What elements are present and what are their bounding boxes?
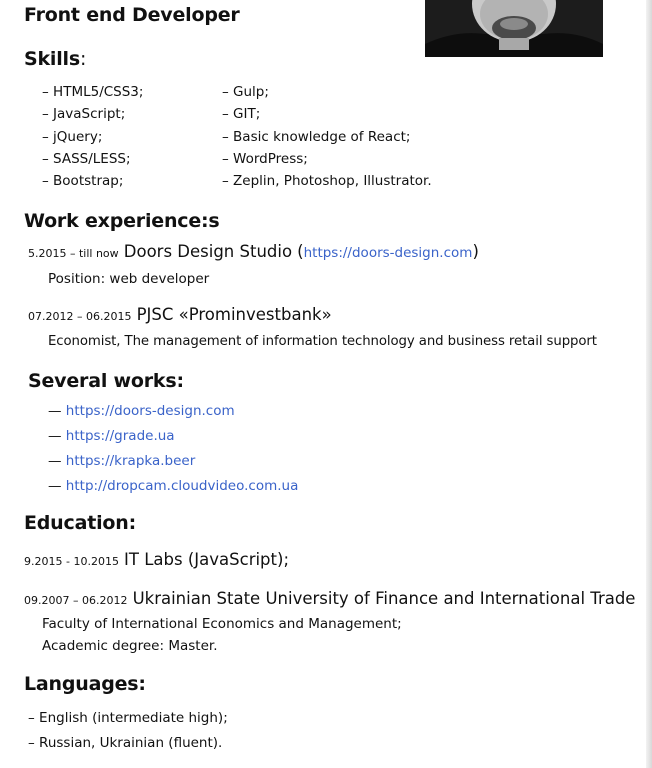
skills-column-1 <box>42 81 143 192</box>
skill-item: – SASS/LESS; <box>42 150 131 167</box>
education-2 <box>24 589 635 608</box>
list-dash: — <box>48 428 62 444</box>
job-date: 5.2015 – till now <box>28 247 119 260</box>
page-edge-shadow <box>646 0 652 768</box>
list-dash: — <box>48 403 62 419</box>
education-date: 9.2015 - 10.2015 <box>24 555 119 568</box>
work-list-item <box>48 449 298 474</box>
job-1-position: Position: web developer <box>48 271 210 287</box>
skill-item: – Gulp; <box>222 84 269 100</box>
list-dash: — <box>48 478 62 494</box>
job-company: Doors Design Studio <box>123 242 293 261</box>
portfolio-link[interactable]: https://grade.ua <box>65 428 175 444</box>
job-link-close-paren: ) <box>472 242 479 261</box>
skill-item: – jQuery; <box>42 128 103 145</box>
work-list-item <box>48 399 298 424</box>
company-website-link[interactable]: https://doors-design.com <box>303 245 473 261</box>
languages-list <box>28 706 228 756</box>
skills-heading-text: Skills <box>24 48 80 70</box>
works-list <box>48 399 298 499</box>
skill-item: – WordPress; <box>222 150 308 167</box>
job-company: PJSC «Prominvestbank» <box>136 305 332 324</box>
languages-heading: Languages: <box>24 673 146 695</box>
skills-column-2 <box>222 81 432 192</box>
portfolio-link[interactable]: https://doors-design.com <box>65 403 235 419</box>
work-list-item <box>48 424 298 449</box>
education-faculty: Faculty of International Economics and Management; <box>42 616 402 632</box>
list-dash: — <box>48 453 62 469</box>
education-1 <box>24 550 289 569</box>
education-heading: Education: <box>24 512 136 534</box>
education-institution: Ukrainian State University of Finance and International Trade <box>132 589 636 608</box>
language-item: – Russian, Ukrainian (fluent). <box>28 735 223 751</box>
education-2-details <box>42 613 402 657</box>
work-list-item <box>48 474 298 499</box>
works-heading: Several works: <box>28 370 184 392</box>
job-1-header <box>28 242 479 261</box>
skill-item: – Zeplin, Photoshop, Illustrator. <box>222 173 432 190</box>
skill-item: – GIT; <box>222 106 261 123</box>
profile-photo <box>425 0 603 57</box>
work-heading: Work experience:s <box>24 210 220 232</box>
portfolio-link[interactable]: http://dropcam.cloudvideo.com.ua <box>65 478 299 494</box>
education-date: 09.2007 – 06.2012 <box>24 594 128 607</box>
skill-item: – JavaScript; <box>42 106 126 123</box>
portrait-image <box>425 0 603 57</box>
skills-heading-colon: : <box>79 48 87 70</box>
skill-item: – HTML5/CSS3; <box>42 84 144 100</box>
education-institution: IT Labs (JavaScript); <box>124 550 289 569</box>
skill-item: – Bootstrap; <box>42 173 124 190</box>
page-title: Front end Developer <box>24 4 240 26</box>
education-degree: Academic degree: Master. <box>42 638 218 654</box>
language-item: – English (intermediate high); <box>28 710 228 726</box>
job-2-header <box>28 305 332 324</box>
portfolio-link[interactable]: https://krapka.beer <box>65 453 196 469</box>
skills-heading <box>24 48 86 70</box>
job-date: 07.2012 – 06.2015 <box>28 310 132 323</box>
job-link-open-paren: ( <box>297 242 304 261</box>
job-2-description: Economist, The management of information technology and business retail support <box>48 334 597 349</box>
skill-item: – Basic knowledge of React; <box>222 128 411 145</box>
